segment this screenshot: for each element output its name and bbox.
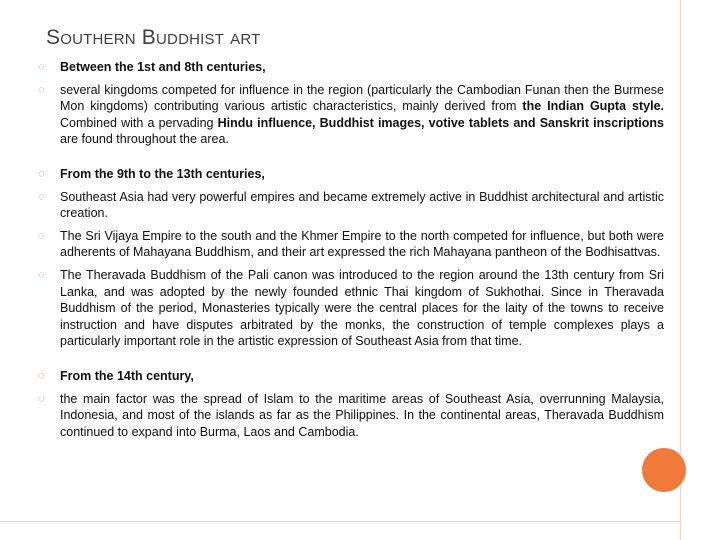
item-text: are found throughout the area. [60, 132, 229, 147]
ring-bullet-icon: ◌ [38, 392, 45, 405]
ring-bullet-icon: ◌ [38, 190, 45, 203]
ring-bullet-icon: ◌ [38, 268, 45, 281]
slide-title: Southern Buddhist art [46, 26, 261, 49]
bullet-item [38, 228, 664, 261]
item-text: The Theravada Buddhism of the Pali canon was introduced to the region around the 13th century from Sri Lanka, and was adopted by the newly founded ethnic Thai kingdom of Sukhothai. Since in Theravada Buddhism of the period, Monasteries typically were the central places for the laity of the towns to receive instruction and have disputes arbitrated by the monks, the construction of temple complexes plays a particularly important role in the artistic expression of Southeast Asia from that time. [60, 267, 664, 349]
slide-frame-bottom [0, 521, 681, 522]
item-heading: From the 14th century, [60, 368, 194, 383]
bullet-list [38, 59, 664, 440]
bullet-item [38, 166, 664, 183]
item-emphasis: Hindu influence, Buddhist images, votive tablets and Sanskrit inscriptions [217, 115, 665, 130]
item-text: Combined with a pervading [60, 115, 218, 130]
item-heading: Between the 1st and 8th centuries, [60, 60, 266, 74]
ring-bullet-icon: ◌ [38, 229, 45, 242]
bullet-item [38, 368, 664, 385]
bullet-item [38, 391, 664, 441]
ring-bullet-icon: ◌ [38, 83, 45, 96]
ring-bullet-icon: ◌ [38, 61, 45, 73]
item-text: The Sri Vijaya Empire to the south and the Khmer Empire to the north competed for influence, but both were adherents of Mahayana Buddhism, and their art expressed the rich Mahayana pantheon of the Bodhisattvas. [60, 228, 664, 260]
item-text: several kingdoms competed for influence in the region (particularly the Cambodian Funan then the Burmese Mon kingdoms) contributing various artistic characteristics, mainly derived from [60, 82, 664, 114]
bullet-item [38, 267, 664, 350]
item-emphasis: the Indian Gupta style. [522, 99, 665, 114]
item-heading: From the 9th to the 13th centuries, [60, 166, 265, 181]
item-text: Southeast Asia had very powerful empires and became extremely active in Buddhist architectural and artistic creation. [60, 189, 664, 221]
bullet-item [38, 189, 664, 222]
ring-bullet-icon: ◌ [38, 369, 45, 382]
item-text: the main factor was the spread of Islam to the maritime areas of Southeast Asia, overrunning Malaysia, Indonesia, and most of the islands as far as the Philippines. In the continental areas, Theravada Buddhism continued to expand into Burma, Laos and Cambodia. [60, 391, 664, 439]
bullet-item [38, 82, 664, 148]
decorative-circle [642, 448, 686, 492]
ring-bullet-icon: ◌ [38, 167, 45, 180]
bullet-item [38, 59, 664, 76]
